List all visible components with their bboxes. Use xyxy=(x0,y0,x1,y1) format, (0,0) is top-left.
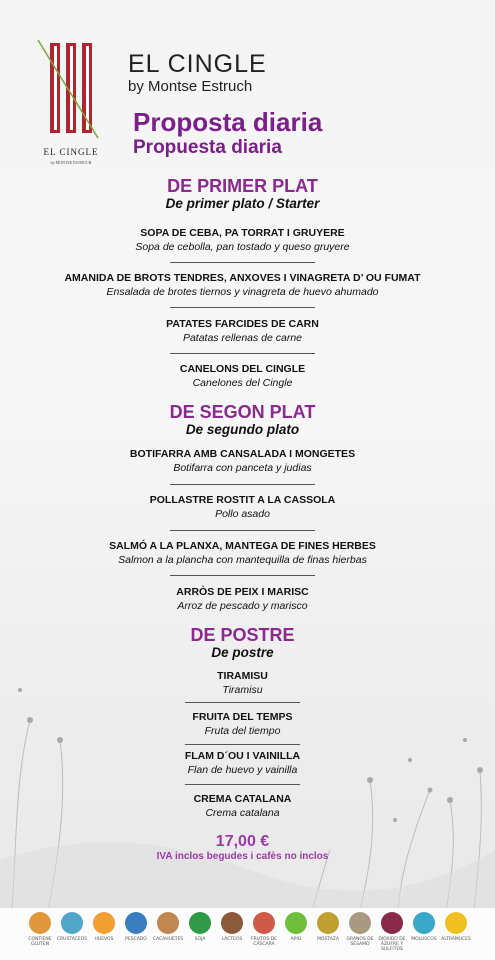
allergen-label: CONTIENE GLUTEN xyxy=(28,937,52,947)
dish-item xyxy=(0,493,485,521)
allergen-label: APIO xyxy=(290,937,302,942)
allergen-item xyxy=(215,912,249,942)
allergen-item xyxy=(55,912,89,942)
divider xyxy=(185,702,300,703)
dish-name-ca: AMANIDA DE BROTS TENDRES, ANXOVES I VINAGRETA D’ OU FUMAT xyxy=(64,272,421,284)
mollusc-icon xyxy=(413,912,435,934)
logo-text: EL CINGLE xyxy=(43,147,99,157)
allergen-item xyxy=(439,912,473,942)
sesame-icon xyxy=(349,912,371,934)
dish-name-es: Botifarra con panceta y judias xyxy=(173,462,312,474)
dish-name-ca: BOTIFARRA AMB CANSALADA I MONGETES xyxy=(129,448,356,460)
divider xyxy=(170,575,315,576)
page-subtitle: Propuesta diaria xyxy=(133,137,282,158)
section-subtitle: De postre xyxy=(211,645,274,660)
lupin-icon xyxy=(445,912,467,934)
dish-name-ca: CANELONS DEL CINGLE xyxy=(179,363,306,375)
celery-icon xyxy=(285,912,307,934)
brand-title: EL CINGLE xyxy=(128,50,267,78)
allergen-strip xyxy=(0,908,495,960)
section-main-course xyxy=(0,402,485,438)
soy-icon xyxy=(189,912,211,934)
section-title: DE SEGON PLAT xyxy=(169,402,316,422)
fish-icon xyxy=(125,912,147,934)
price-amount: 17,00 € xyxy=(215,833,270,850)
allergen-item xyxy=(311,912,345,942)
price-block xyxy=(0,833,485,863)
brand-subtitle: by Montse Estruch xyxy=(128,78,253,95)
allergen-item xyxy=(23,912,57,947)
wheat-icon xyxy=(29,912,51,934)
dish-item xyxy=(0,792,485,820)
dish-name-ca: SALMÓ A LA PLANXA, MANTEGA DE FINES HERBES xyxy=(109,540,376,552)
dish-name-ca: PATATES FARCIDES DE CARN xyxy=(166,318,319,330)
allergen-item xyxy=(279,912,313,942)
dish-item xyxy=(0,539,485,567)
allergen-item xyxy=(343,912,377,947)
allergen-label: FRUTOS DE CÁSCARA xyxy=(251,937,277,947)
divider xyxy=(170,353,315,354)
allergen-label: DIÓXIDO DE AZUFRE Y SULFITOS xyxy=(378,937,406,952)
section-subtitle: De segundo plato xyxy=(185,422,300,437)
dish-item xyxy=(0,271,485,299)
allergen-label: CRUSTÁCEOS xyxy=(56,937,88,942)
divider xyxy=(170,530,315,531)
dish-item xyxy=(0,585,485,613)
section-title: DE POSTRE xyxy=(190,625,295,645)
nut-icon xyxy=(253,912,275,934)
dish-name-ca: SOPA DE CEBA, PA TORRAT I GRUYERE xyxy=(140,227,345,239)
dish-item xyxy=(0,317,485,345)
allergen-label: ALTRAMUCES xyxy=(441,937,471,942)
peanut-icon xyxy=(157,912,179,934)
logo-icon xyxy=(36,40,106,175)
divider xyxy=(170,307,315,308)
allergen-item xyxy=(375,912,409,952)
section-subtitle: De primer plato / Starter xyxy=(165,196,320,211)
dish-name-es: Flan de huevo y vainilla xyxy=(187,764,298,776)
divider xyxy=(185,784,300,785)
dish-item xyxy=(0,669,485,697)
dish-name-es: Arroz de pescado y marisco xyxy=(177,600,308,612)
milk-icon xyxy=(221,912,243,934)
allergen-item xyxy=(247,912,281,947)
allergen-label: MOSTAZA xyxy=(317,937,339,942)
dish-item xyxy=(0,447,485,475)
dish-name-es: Canelones del Cingle xyxy=(192,377,293,389)
allergen-label: MOLUSCOS xyxy=(411,937,437,942)
allergen-label: SOJA xyxy=(194,937,206,942)
allergen-item xyxy=(151,912,185,942)
crab-icon xyxy=(61,912,83,934)
divider xyxy=(185,744,300,745)
dish-name-ca: POLLASTRE ROSTIT A LA CASSOLA xyxy=(149,494,336,506)
dish-name-es: Salmon a la plancha con mantequilla de finas hierbas xyxy=(118,554,367,566)
dish-name-es: Tiramisu xyxy=(222,684,263,696)
dish-item xyxy=(0,362,485,390)
section-starters xyxy=(0,176,485,212)
dish-name-ca: CREMA CATALANA xyxy=(193,793,292,805)
divider xyxy=(170,484,315,485)
dish-name-es: Sopa de cebolla, pan tostado y queso gruyere xyxy=(135,241,350,253)
sulphite-icon xyxy=(381,912,403,934)
logo-subtext: by MONTSE ESTRUCH xyxy=(50,160,92,165)
allergen-label: LÁCTEOS xyxy=(221,937,243,942)
allergen-item xyxy=(407,912,441,942)
section-title: DE PRIMER PLAT xyxy=(167,176,318,196)
allergen-label: CACAHUETES xyxy=(152,937,184,942)
page-title: Proposta diaria xyxy=(133,107,323,137)
dish-item xyxy=(0,710,485,738)
allergen-item xyxy=(87,912,121,942)
allergen-item xyxy=(119,912,153,942)
brand xyxy=(128,50,267,96)
dish-name-es: Fruta del tiempo xyxy=(204,725,281,737)
allergen-label: PESCADO xyxy=(125,937,147,942)
dish-name-es: Patatas rellenas de carne xyxy=(182,332,303,344)
dish-name-ca: FLAM D´OU I VAINILLA xyxy=(184,750,301,762)
divider xyxy=(170,262,315,263)
dish-name-es: Crema catalana xyxy=(205,807,280,819)
dish-name-ca: ARRÒS DE PEIX I MARISC xyxy=(176,586,309,598)
section-desserts xyxy=(0,625,485,661)
dish-name-es: Pollo asado xyxy=(215,508,270,520)
dish-item xyxy=(0,226,485,254)
mustard-icon xyxy=(317,912,339,934)
egg-icon xyxy=(93,912,115,934)
allergen-label: GRANOS DE SÉSAMO xyxy=(346,937,374,947)
dish-name-es: Ensalada de brotes tiernos y vinagreta de huevo ahumado xyxy=(106,286,379,298)
dish-name-ca: FRUITA DEL TEMPS xyxy=(192,711,293,723)
dish-item xyxy=(0,749,485,777)
allergen-label: HUEVOS xyxy=(94,937,114,942)
allergen-item xyxy=(183,912,217,942)
price-note: IVA inclos begudes i cafès no inclos xyxy=(156,851,329,862)
dish-name-ca: TIRAMISU xyxy=(217,670,268,682)
